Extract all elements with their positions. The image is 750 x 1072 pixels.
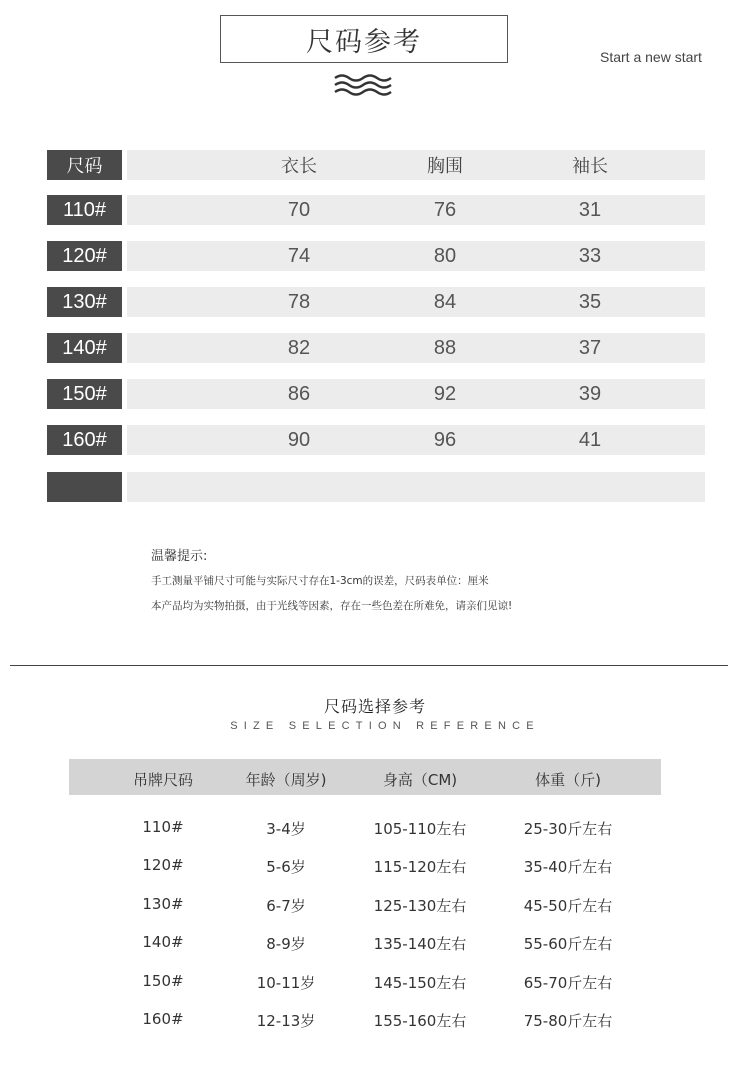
table-row [0, 972, 750, 992]
table-row [47, 241, 705, 271]
weight-cell: 55-60斤左右 [523, 935, 613, 953]
sleeve-cell: 35 [578, 290, 602, 313]
table-row [47, 287, 705, 317]
page-title: 尺码参考 [220, 15, 508, 63]
sleeve-cell: 31 [578, 198, 602, 221]
age-cell: 12-13岁 [256, 1012, 316, 1030]
tag-size-cell: 120# [142, 856, 184, 874]
chest-header-cell: 胸围 [427, 156, 463, 177]
age-cell: 3-4岁 [266, 820, 306, 838]
tag-size-cell: 140# [142, 933, 184, 951]
tag-size-cell: 160# [142, 1010, 184, 1028]
height-header: 身高（CM) [382, 771, 458, 789]
size-cell: 120# [47, 241, 122, 271]
length-cell: 82 [287, 336, 311, 359]
tips-title: 温馨提示: [151, 549, 208, 564]
sleeve-cell: 41 [578, 428, 602, 451]
sleeve-header-cell: 袖长 [572, 156, 608, 177]
weight-cell: 35-40斤左右 [523, 858, 613, 876]
sleeve-cell [540, 472, 640, 502]
tag-size-cell: 110# [142, 818, 184, 836]
length-cell: 74 [287, 244, 311, 267]
weight-cell: 45-50斤左右 [523, 897, 613, 915]
table-row [47, 379, 705, 409]
height-cell: 105-110左右 [373, 820, 467, 838]
chest-cell: 96 [433, 428, 457, 451]
size-header-cell: 尺码 [47, 150, 122, 180]
table-row [0, 856, 750, 876]
sleeve-cell: 33 [578, 244, 602, 267]
length-cell: 86 [287, 382, 311, 405]
tagline: Start a new start [600, 49, 702, 65]
section-divider [10, 665, 728, 666]
section-title: 尺码选择参考 [323, 697, 426, 716]
table-row [0, 933, 750, 953]
table-row [47, 425, 705, 455]
size-table-header [47, 150, 705, 180]
weight-cell: 25-30斤左右 [523, 820, 613, 838]
height-cell: 125-130左右 [373, 897, 467, 915]
chest-cell: 80 [433, 244, 457, 267]
chest-cell [395, 472, 495, 502]
length-header-cell: 衣长 [281, 156, 317, 177]
sleeve-cell: 37 [578, 336, 602, 359]
table-row [47, 333, 705, 363]
weight-cell: 65-70斤左右 [523, 974, 613, 992]
tag-size-header: 吊牌尺码 [132, 771, 193, 789]
size-cell: 160# [47, 425, 122, 455]
tag-size-cell: 150# [142, 972, 184, 990]
length-cell: 78 [287, 290, 311, 313]
size-cell: 130# [47, 287, 122, 317]
height-cell: 135-140左右 [373, 935, 467, 953]
age-cell: 5-6岁 [266, 858, 306, 876]
tips-line: 本产品均为实物拍摄，由于光线等因素，存在一些色差在所难免，请亲们见谅! [151, 600, 513, 612]
weight-cell: 75-80斤左右 [523, 1012, 613, 1030]
chest-cell: 92 [433, 382, 457, 405]
tips-notes [151, 545, 512, 623]
age-cell: 8-9岁 [266, 935, 306, 953]
size-cell: 140# [47, 333, 122, 363]
length-cell: 90 [287, 428, 311, 451]
chest-cell: 88 [433, 336, 457, 359]
size-cell: 150# [47, 379, 122, 409]
age-cell: 10-11岁 [256, 974, 316, 992]
reference-header-row [0, 769, 750, 789]
size-cell: 110# [47, 195, 122, 225]
weight-header: 体重（斤) [535, 771, 601, 789]
height-cell: 145-150左右 [373, 974, 467, 992]
length-cell: 70 [287, 198, 311, 221]
age-cell: 6-7岁 [266, 897, 306, 915]
height-cell: 115-120左右 [373, 858, 467, 876]
height-cell: 155-160左右 [373, 1012, 467, 1030]
table-row [0, 1010, 750, 1030]
table-row [47, 195, 705, 225]
table-row-empty [47, 472, 705, 502]
size-cell [47, 472, 122, 502]
age-header: 年龄（周岁) [245, 771, 327, 789]
tips-line: 手工测量平铺尺寸可能与实际尺寸存在1-3cm的误差，尺码表单位：厘米 [151, 575, 489, 587]
table-row [0, 895, 750, 915]
chest-cell: 84 [433, 290, 457, 313]
sleeve-cell: 39 [578, 382, 602, 405]
chest-cell: 76 [433, 198, 457, 221]
section-subtitle: SIZE SELECTION REFERENCE [230, 720, 540, 732]
tag-size-cell: 130# [142, 895, 184, 913]
wave-decoration-icon [333, 74, 395, 98]
table-row [0, 818, 750, 838]
length-cell [249, 472, 349, 502]
